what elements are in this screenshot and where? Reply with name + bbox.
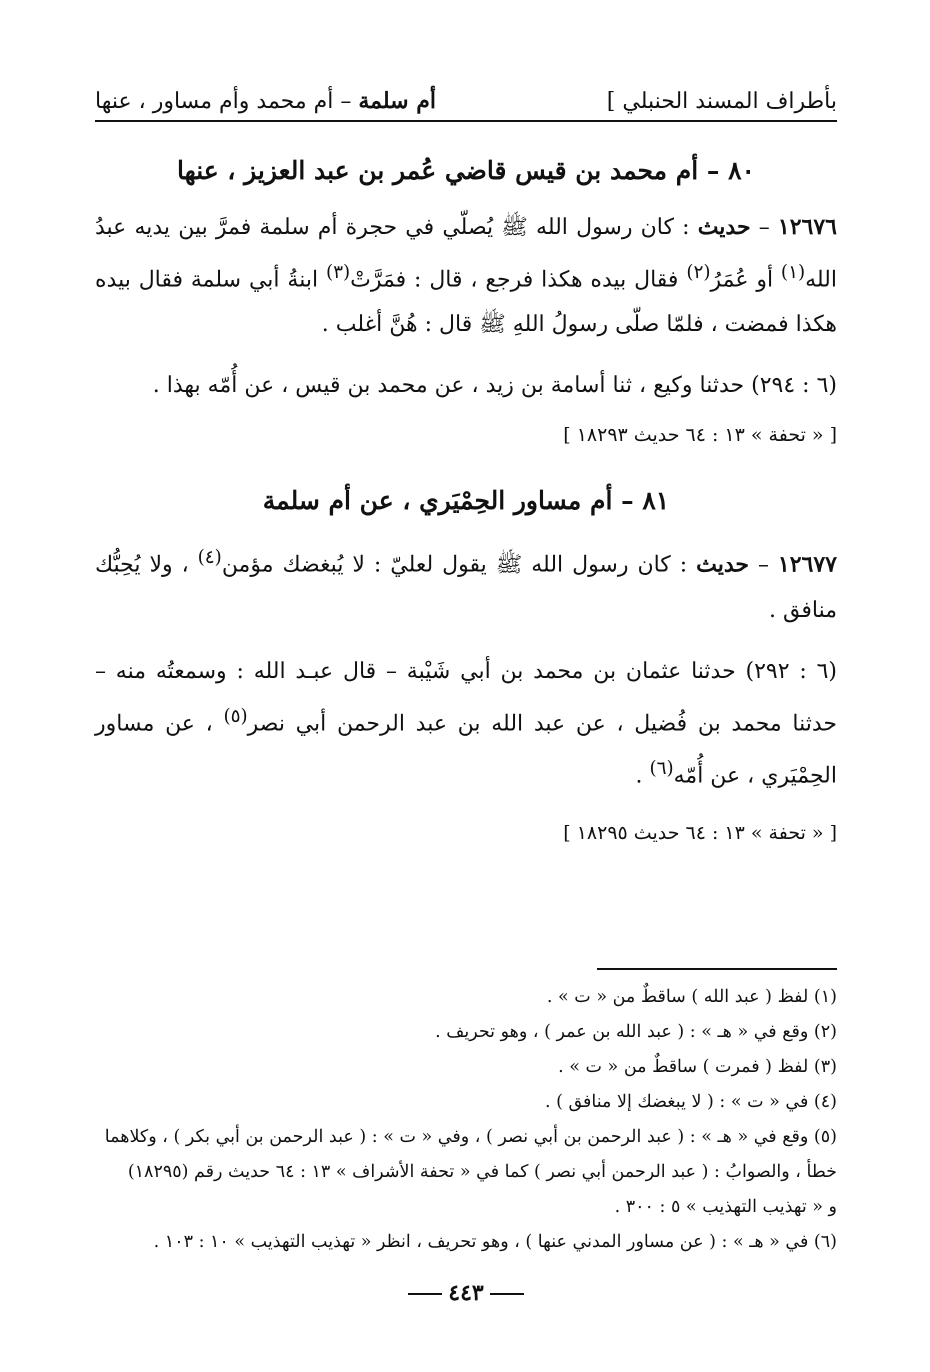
- footnote-4: (٤) في « ت » : ( لا يبغضك إلا منافق ) .: [544, 1092, 837, 1113]
- footnote-3: (٣) لفظ ( فمرت ) ساقطٌ من « ت » .: [558, 1057, 837, 1078]
- source-text: ، عن مساور الحِمْيَري ، عن أُمّه: [95, 710, 837, 789]
- header-chapter-title: [95, 88, 436, 114]
- footnote-5: (٥) وقع في « هـ » : ( عبد الرحمن بن أبي نصر ) ، وفي « ت » : ( عبد الرحمن بن أبي بكر ) ، وكلاهما: [104, 1127, 837, 1148]
- section-80-title: ٨٠ – أم محمد بن قيس قاضي عُمر بن عبد العزيز ، عنها: [177, 156, 755, 185]
- page-number: [95, 1280, 837, 1306]
- hadith-text: : كان رسول الله ﷺ يُصلّي في حجرة أم سلمة فمرَّ بين يديه عبدُ الله: [95, 215, 837, 293]
- running-header: [95, 88, 837, 122]
- hadith-text: ، ولا يُحِبُّك منافق .: [95, 552, 837, 623]
- footnote-5-continued: و « تهذيب التهذيب » ٥ : ٣٠٠ .: [614, 1197, 837, 1218]
- hadith-12677: ١٢٦٧٧ – حديث : كان رسول الله ﷺ يقول لعليّ : لا يُبغضك مؤمن$^{(٤)}$ ، ولا يُحِبُّك منافق .: [95, 547, 837, 623]
- source-text: .: [635, 763, 650, 789]
- hadith-text: : كان رسول الله ﷺ يقول لعليّ : لا يُبغضك مؤمن: [221, 552, 697, 578]
- footnote-ref-4: (٤): [197, 547, 222, 569]
- hadith-text: فقال بيده هكذا فرجع ، قال : فمَرَّتْ: [350, 267, 687, 293]
- footnote-5-continued: خطأ ، والصوابُ : ( عبد الرحمن أبي نصر ) كما في « تحفة الأشراف » ١٣ : ٦٤ حديث رقم (١٨٢٩٥): [127, 1162, 837, 1183]
- source-text: (٦ : ٢٩٢) حدثنا عثمان بن محمد بن أبي شَيْبة – قال عبـد الله : وسمعتُه منه – حدثنا محمد بن فُضيل ، عن عبد الله بن عبد الرحمن أبي نصر: [95, 658, 837, 736]
- footnote-ref-1: (١): [780, 262, 806, 283]
- footnote-ref-3: (٣): [325, 262, 351, 283]
- hadith-number: ١٢٦٧٧: [777, 551, 837, 578]
- hadith-12676-source: (٦ : ٢٩٤) حدثنا وكيع ، ثنا أسامة بن زيد ، عن محمد بن قيس ، عن أُمّه بهذا .: [152, 373, 837, 399]
- hadith-number: ١٢٦٧٦: [777, 214, 837, 240]
- hadith-label: حديث: [696, 551, 749, 578]
- header-chapter-bold: أم سلمة: [358, 88, 436, 114]
- hadith-12677-reference: [ « تحفة » ١٣ : ٦٤ حديث ١٨٢٩٥ ]: [563, 822, 837, 845]
- footnote-separator: [597, 968, 837, 970]
- page-number-value: ٤٤٣: [448, 1280, 484, 1307]
- header-book-title: بأطراف المسند الحنبلي ]: [606, 89, 837, 114]
- footnote-ref-2: (٢): [686, 262, 711, 283]
- page: [95, 88, 837, 1306]
- footnote-ref-6: (٦): [649, 757, 674, 779]
- hadith-text: أو عُمَرُ: [710, 267, 781, 293]
- footnote-ref-5: (٥): [223, 705, 248, 727]
- footnote-1: (١) لفظ ( عبد الله ) ساقطٌ من « ت » .: [546, 987, 837, 1008]
- hadith-12676-reference: [ « تحفة » ١٣ : ٦٤ حديث ١٨٢٩٣ ]: [563, 424, 837, 447]
- dash-left: [490, 1293, 524, 1295]
- dash-right: [408, 1293, 442, 1295]
- hadith-12677-source: [95, 649, 837, 799]
- footnote-6: (٦) في « هـ » : ( عن مساور المدني عنها ) ، وهو تحريف ، انظر « تهذيب التهذيب » ١٠ : ١٠٣ .: [153, 1232, 837, 1253]
- hadith-label: حديث: [697, 214, 751, 240]
- footnote-2: (٢) وقع في « هـ » : ( عبد الله بن عمر ) ، وهو تحريف .: [435, 1022, 837, 1043]
- hadith-text: ابنةُ أبي سلمة فقال بيده هكذا فمضت ، فلمّا صلّى رسولُ اللهِ ﷺ قال : هُنَّ أغلب .: [95, 267, 837, 338]
- hadith-12676: ١٢٦٧٦ – حديث : كان رسول الله ﷺ يُصلّي في حجرة أم سلمة فمرَّ بين يديه عبدُ الله$^{(١)}$ أو عُمَرُ$^{(٢)}$ فقال بيده هكذا فرجع ، قال : فمَرَّتْ$^{(٣)}$ ابنةُ أبي سلمة فقال بيده هكذا فمضت ، فلمّا صلّى رسولُ اللهِ ﷺ قال : هُنَّ أغلب .: [95, 214, 837, 338]
- section-81-title: ٨١ – أم مساور الحِمْيَري ، عن أم سلمة: [262, 486, 670, 516]
- footnotes: [95, 980, 837, 1260]
- header-chapter-rest: – أم محمد وأم مساور ، عنها: [95, 89, 359, 114]
